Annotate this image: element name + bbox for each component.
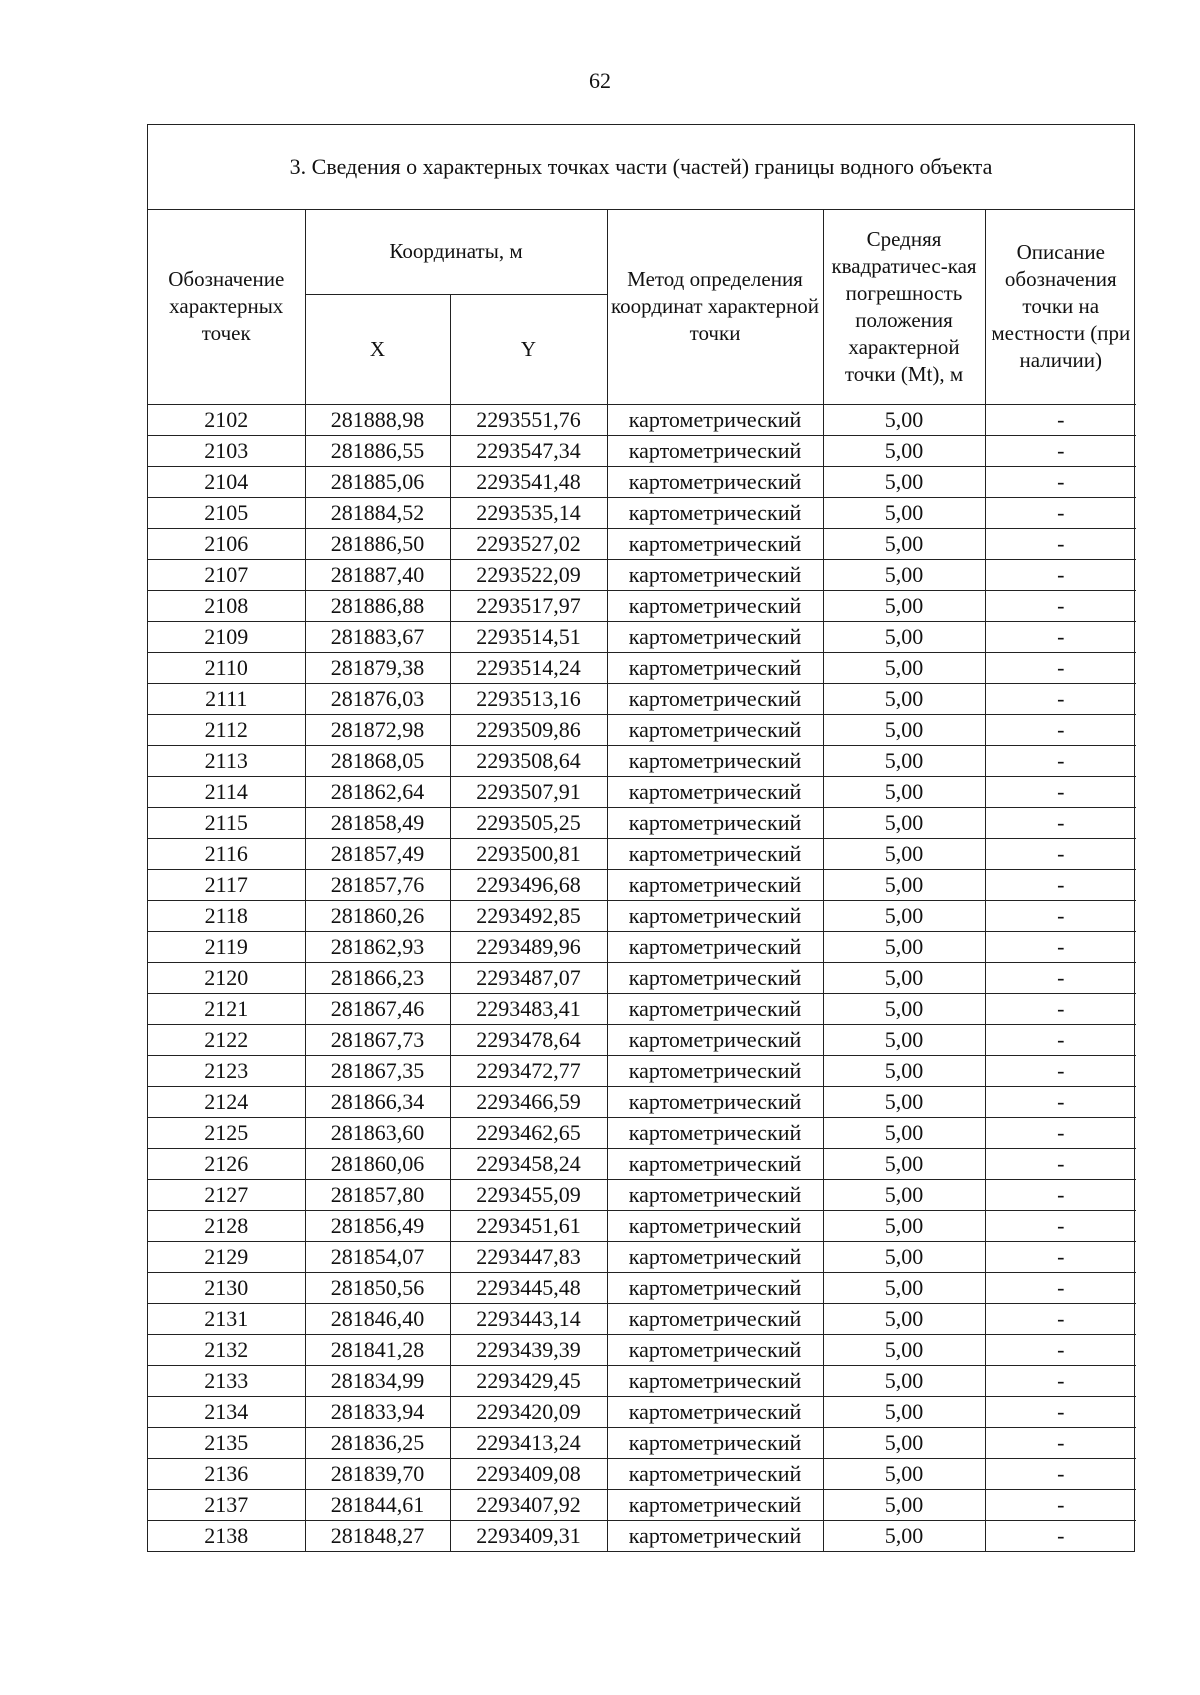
cell-error: 5,00 bbox=[823, 1086, 985, 1117]
cell-method: картометрический bbox=[607, 900, 823, 931]
table-row bbox=[148, 993, 1136, 1024]
table-row bbox=[148, 621, 1136, 652]
cell-method: картометрический bbox=[607, 466, 823, 497]
table-row bbox=[148, 807, 1136, 838]
cell-x: 281857,76 bbox=[305, 869, 450, 900]
cell-description: - bbox=[985, 838, 1136, 869]
cell-error: 5,00 bbox=[823, 435, 985, 466]
cell-point: 2126 bbox=[148, 1148, 305, 1179]
cell-y: 2293447,83 bbox=[450, 1241, 607, 1272]
cell-y: 2293462,65 bbox=[450, 1117, 607, 1148]
header-y: Y bbox=[450, 294, 607, 404]
cell-method: картометрический bbox=[607, 714, 823, 745]
table-row bbox=[148, 745, 1136, 776]
cell-error: 5,00 bbox=[823, 993, 985, 1024]
cell-x: 281860,26 bbox=[305, 900, 450, 931]
cell-method: картометрический bbox=[607, 869, 823, 900]
cell-error: 5,00 bbox=[823, 931, 985, 962]
cell-x: 281834,99 bbox=[305, 1365, 450, 1396]
cell-error: 5,00 bbox=[823, 1148, 985, 1179]
cell-y: 2293505,25 bbox=[450, 807, 607, 838]
cell-error: 5,00 bbox=[823, 838, 985, 869]
cell-method: картометрический bbox=[607, 838, 823, 869]
cell-y: 2293496,68 bbox=[450, 869, 607, 900]
cell-method: картометрический bbox=[607, 497, 823, 528]
cell-error: 5,00 bbox=[823, 807, 985, 838]
cell-error: 5,00 bbox=[823, 590, 985, 621]
cell-method: картометрический bbox=[607, 1024, 823, 1055]
cell-error: 5,00 bbox=[823, 528, 985, 559]
cell-y: 2293429,45 bbox=[450, 1365, 607, 1396]
cell-x: 281867,35 bbox=[305, 1055, 450, 1086]
cell-description: - bbox=[985, 1396, 1136, 1427]
cell-error: 5,00 bbox=[823, 1520, 985, 1551]
cell-point: 2136 bbox=[148, 1458, 305, 1489]
cell-description: - bbox=[985, 745, 1136, 776]
cell-method: картометрический bbox=[607, 1272, 823, 1303]
boundary-points-section bbox=[147, 124, 1135, 1552]
cell-description: - bbox=[985, 1148, 1136, 1179]
cell-point: 2108 bbox=[148, 590, 305, 621]
cell-error: 5,00 bbox=[823, 1272, 985, 1303]
cell-y: 2293541,48 bbox=[450, 466, 607, 497]
cell-method: картометрический bbox=[607, 1117, 823, 1148]
cell-y: 2293517,97 bbox=[450, 590, 607, 621]
cell-x: 281868,05 bbox=[305, 745, 450, 776]
cell-point: 2114 bbox=[148, 776, 305, 807]
cell-y: 2293551,76 bbox=[450, 404, 607, 435]
table-row bbox=[148, 962, 1136, 993]
table-row bbox=[148, 931, 1136, 962]
table-row bbox=[148, 838, 1136, 869]
cell-description: - bbox=[985, 1303, 1136, 1334]
cell-error: 5,00 bbox=[823, 1117, 985, 1148]
cell-method: картометрический bbox=[607, 528, 823, 559]
cell-y: 2293409,08 bbox=[450, 1458, 607, 1489]
cell-method: картометрический bbox=[607, 1148, 823, 1179]
cell-y: 2293478,64 bbox=[450, 1024, 607, 1055]
cell-description: - bbox=[985, 1179, 1136, 1210]
cell-error: 5,00 bbox=[823, 683, 985, 714]
cell-point: 2119 bbox=[148, 931, 305, 962]
cell-point: 2115 bbox=[148, 807, 305, 838]
cell-point: 2106 bbox=[148, 528, 305, 559]
cell-point: 2133 bbox=[148, 1365, 305, 1396]
cell-point: 2137 bbox=[148, 1489, 305, 1520]
cell-method: картометрический bbox=[607, 1396, 823, 1427]
cell-method: картометрический bbox=[607, 404, 823, 435]
header-point: Обозначение характерных точек bbox=[148, 210, 305, 404]
cell-error: 5,00 bbox=[823, 1241, 985, 1272]
cell-point: 2121 bbox=[148, 993, 305, 1024]
cell-error: 5,00 bbox=[823, 1489, 985, 1520]
cell-description: - bbox=[985, 1086, 1136, 1117]
cell-description: - bbox=[985, 993, 1136, 1024]
cell-error: 5,00 bbox=[823, 745, 985, 776]
cell-y: 2293509,86 bbox=[450, 714, 607, 745]
header-error: Средняя квадратичес-кая погрешность положения характерной точки (Mt), м bbox=[823, 210, 985, 404]
cell-description: - bbox=[985, 404, 1136, 435]
cell-point: 2123 bbox=[148, 1055, 305, 1086]
cell-point: 2138 bbox=[148, 1520, 305, 1551]
cell-x: 281886,50 bbox=[305, 528, 450, 559]
cell-x: 281844,61 bbox=[305, 1489, 450, 1520]
cell-point: 2113 bbox=[148, 745, 305, 776]
table-row bbox=[148, 1489, 1136, 1520]
cell-error: 5,00 bbox=[823, 1303, 985, 1334]
cell-x: 281848,27 bbox=[305, 1520, 450, 1551]
table-row bbox=[148, 590, 1136, 621]
cell-point: 2135 bbox=[148, 1427, 305, 1458]
header-coordinates: Координаты, м bbox=[305, 210, 607, 294]
cell-description: - bbox=[985, 435, 1136, 466]
cell-error: 5,00 bbox=[823, 962, 985, 993]
cell-y: 2293413,24 bbox=[450, 1427, 607, 1458]
cell-y: 2293489,96 bbox=[450, 931, 607, 962]
cell-method: картометрический bbox=[607, 993, 823, 1024]
cell-point: 2124 bbox=[148, 1086, 305, 1117]
cell-description: - bbox=[985, 1489, 1136, 1520]
cell-point: 2128 bbox=[148, 1210, 305, 1241]
cell-x: 281867,73 bbox=[305, 1024, 450, 1055]
cell-error: 5,00 bbox=[823, 776, 985, 807]
table-row bbox=[148, 1148, 1136, 1179]
cell-error: 5,00 bbox=[823, 869, 985, 900]
cell-error: 5,00 bbox=[823, 1179, 985, 1210]
cell-method: картометрический bbox=[607, 435, 823, 466]
table-row bbox=[148, 776, 1136, 807]
cell-description: - bbox=[985, 807, 1136, 838]
cell-method: картометрический bbox=[607, 559, 823, 590]
cell-x: 281858,49 bbox=[305, 807, 450, 838]
cell-description: - bbox=[985, 497, 1136, 528]
cell-error: 5,00 bbox=[823, 1024, 985, 1055]
boundary-points-table bbox=[148, 210, 1136, 1551]
cell-x: 281886,55 bbox=[305, 435, 450, 466]
cell-y: 2293466,59 bbox=[450, 1086, 607, 1117]
cell-y: 2293507,91 bbox=[450, 776, 607, 807]
cell-method: картометрический bbox=[607, 1365, 823, 1396]
cell-description: - bbox=[985, 652, 1136, 683]
cell-description: - bbox=[985, 559, 1136, 590]
table-row bbox=[148, 1396, 1136, 1427]
cell-error: 5,00 bbox=[823, 1427, 985, 1458]
cell-error: 5,00 bbox=[823, 621, 985, 652]
cell-x: 281867,46 bbox=[305, 993, 450, 1024]
table-row bbox=[148, 1303, 1136, 1334]
section-title: 3. Сведения о характерных точках части (частей) границы водного объекта bbox=[148, 125, 1134, 210]
cell-error: 5,00 bbox=[823, 714, 985, 745]
cell-method: картометрический bbox=[607, 683, 823, 714]
cell-error: 5,00 bbox=[823, 1334, 985, 1365]
cell-method: картометрический bbox=[607, 1489, 823, 1520]
cell-x: 281876,03 bbox=[305, 683, 450, 714]
cell-method: картометрический bbox=[607, 1210, 823, 1241]
cell-description: - bbox=[985, 528, 1136, 559]
cell-point: 2122 bbox=[148, 1024, 305, 1055]
table-row bbox=[148, 1024, 1136, 1055]
cell-point: 2102 bbox=[148, 404, 305, 435]
cell-error: 5,00 bbox=[823, 559, 985, 590]
cell-method: картометрический bbox=[607, 1241, 823, 1272]
cell-description: - bbox=[985, 1427, 1136, 1458]
cell-method: картометрический bbox=[607, 1334, 823, 1365]
cell-x: 281839,70 bbox=[305, 1458, 450, 1489]
cell-method: картометрический bbox=[607, 652, 823, 683]
cell-x: 281886,88 bbox=[305, 590, 450, 621]
cell-x: 281833,94 bbox=[305, 1396, 450, 1427]
cell-point: 2109 bbox=[148, 621, 305, 652]
table-row bbox=[148, 869, 1136, 900]
cell-method: картометрический bbox=[607, 745, 823, 776]
page-number: 62 bbox=[589, 68, 611, 93]
table-row bbox=[148, 559, 1136, 590]
cell-x: 281862,64 bbox=[305, 776, 450, 807]
cell-y: 2293420,09 bbox=[450, 1396, 607, 1427]
cell-error: 5,00 bbox=[823, 1396, 985, 1427]
cell-method: картометрический bbox=[607, 776, 823, 807]
cell-y: 2293445,48 bbox=[450, 1272, 607, 1303]
table-row bbox=[148, 1117, 1136, 1148]
cell-y: 2293500,81 bbox=[450, 838, 607, 869]
cell-x: 281863,60 bbox=[305, 1117, 450, 1148]
cell-x: 281856,49 bbox=[305, 1210, 450, 1241]
table-row bbox=[148, 528, 1136, 559]
table-row bbox=[148, 404, 1136, 435]
cell-x: 281887,40 bbox=[305, 559, 450, 590]
cell-point: 2103 bbox=[148, 435, 305, 466]
cell-y: 2293508,64 bbox=[450, 745, 607, 776]
cell-description: - bbox=[985, 1055, 1136, 1086]
cell-x: 281836,25 bbox=[305, 1427, 450, 1458]
table-row bbox=[148, 497, 1136, 528]
cell-y: 2293407,92 bbox=[450, 1489, 607, 1520]
cell-point: 2130 bbox=[148, 1272, 305, 1303]
cell-error: 5,00 bbox=[823, 1210, 985, 1241]
table-row bbox=[148, 1365, 1136, 1396]
cell-description: - bbox=[985, 1520, 1136, 1551]
cell-point: 2132 bbox=[148, 1334, 305, 1365]
cell-x: 281841,28 bbox=[305, 1334, 450, 1365]
cell-x: 281854,07 bbox=[305, 1241, 450, 1272]
cell-point: 2112 bbox=[148, 714, 305, 745]
cell-point: 2117 bbox=[148, 869, 305, 900]
cell-x: 281884,52 bbox=[305, 497, 450, 528]
cell-method: картометрический bbox=[607, 1458, 823, 1489]
cell-x: 281885,06 bbox=[305, 466, 450, 497]
table-row bbox=[148, 683, 1136, 714]
cell-description: - bbox=[985, 1458, 1136, 1489]
table-row bbox=[148, 1086, 1136, 1117]
table-row bbox=[148, 1179, 1136, 1210]
table-row bbox=[148, 1520, 1136, 1551]
table-row bbox=[148, 714, 1136, 745]
cell-method: картометрический bbox=[607, 590, 823, 621]
cell-point: 2107 bbox=[148, 559, 305, 590]
cell-y: 2293527,02 bbox=[450, 528, 607, 559]
cell-description: - bbox=[985, 1241, 1136, 1272]
cell-description: - bbox=[985, 1210, 1136, 1241]
cell-point: 2118 bbox=[148, 900, 305, 931]
cell-point: 2110 bbox=[148, 652, 305, 683]
cell-x: 281857,80 bbox=[305, 1179, 450, 1210]
cell-description: - bbox=[985, 621, 1136, 652]
cell-x: 281872,98 bbox=[305, 714, 450, 745]
table-body bbox=[148, 404, 1136, 1551]
cell-x: 281850,56 bbox=[305, 1272, 450, 1303]
cell-y: 2293514,24 bbox=[450, 652, 607, 683]
cell-y: 2293487,07 bbox=[450, 962, 607, 993]
table-row bbox=[148, 435, 1136, 466]
cell-description: - bbox=[985, 683, 1136, 714]
header-description: Описание обозначения точки на местности (при наличии) bbox=[985, 210, 1136, 404]
cell-description: - bbox=[985, 962, 1136, 993]
table-row bbox=[148, 1272, 1136, 1303]
cell-y: 2293547,34 bbox=[450, 435, 607, 466]
cell-method: картометрический bbox=[607, 1179, 823, 1210]
cell-x: 281879,38 bbox=[305, 652, 450, 683]
cell-method: картометрический bbox=[607, 621, 823, 652]
header-method: Метод определения координат характерной точки bbox=[607, 210, 823, 404]
cell-method: картометрический bbox=[607, 962, 823, 993]
cell-method: картометрический bbox=[607, 807, 823, 838]
table-header bbox=[148, 210, 1136, 404]
table-row bbox=[148, 1210, 1136, 1241]
cell-error: 5,00 bbox=[823, 497, 985, 528]
cell-point: 2131 bbox=[148, 1303, 305, 1334]
cell-method: картометрический bbox=[607, 931, 823, 962]
cell-error: 5,00 bbox=[823, 900, 985, 931]
table-row bbox=[148, 652, 1136, 683]
cell-y: 2293455,09 bbox=[450, 1179, 607, 1210]
cell-point: 2111 bbox=[148, 683, 305, 714]
cell-method: картометрический bbox=[607, 1055, 823, 1086]
table-row bbox=[148, 1334, 1136, 1365]
cell-point: 2116 bbox=[148, 838, 305, 869]
cell-description: - bbox=[985, 1365, 1136, 1396]
cell-point: 2127 bbox=[148, 1179, 305, 1210]
cell-y: 2293522,09 bbox=[450, 559, 607, 590]
cell-y: 2293458,24 bbox=[450, 1148, 607, 1179]
header-x: X bbox=[305, 294, 450, 404]
cell-error: 5,00 bbox=[823, 1055, 985, 1086]
table-row bbox=[148, 900, 1136, 931]
cell-y: 2293409,31 bbox=[450, 1520, 607, 1551]
cell-point: 2105 bbox=[148, 497, 305, 528]
cell-x: 281866,34 bbox=[305, 1086, 450, 1117]
cell-description: - bbox=[985, 900, 1136, 931]
table-row bbox=[148, 1055, 1136, 1086]
cell-y: 2293514,51 bbox=[450, 621, 607, 652]
cell-x: 281860,06 bbox=[305, 1148, 450, 1179]
cell-y: 2293439,39 bbox=[450, 1334, 607, 1365]
cell-method: картометрический bbox=[607, 1086, 823, 1117]
cell-method: картометрический bbox=[607, 1303, 823, 1334]
cell-method: картометрический bbox=[607, 1520, 823, 1551]
cell-y: 2293443,14 bbox=[450, 1303, 607, 1334]
cell-description: - bbox=[985, 1024, 1136, 1055]
cell-error: 5,00 bbox=[823, 1365, 985, 1396]
cell-description: - bbox=[985, 1117, 1136, 1148]
cell-x: 281866,23 bbox=[305, 962, 450, 993]
cell-point: 2129 bbox=[148, 1241, 305, 1272]
cell-point: 2134 bbox=[148, 1396, 305, 1427]
cell-error: 5,00 bbox=[823, 466, 985, 497]
cell-y: 2293451,61 bbox=[450, 1210, 607, 1241]
cell-method: картометрический bbox=[607, 1427, 823, 1458]
cell-point: 2125 bbox=[148, 1117, 305, 1148]
cell-x: 281883,67 bbox=[305, 621, 450, 652]
cell-error: 5,00 bbox=[823, 1458, 985, 1489]
cell-y: 2293535,14 bbox=[450, 497, 607, 528]
cell-description: - bbox=[985, 776, 1136, 807]
cell-description: - bbox=[985, 869, 1136, 900]
cell-y: 2293513,16 bbox=[450, 683, 607, 714]
cell-point: 2120 bbox=[148, 962, 305, 993]
cell-y: 2293472,77 bbox=[450, 1055, 607, 1086]
cell-x: 281857,49 bbox=[305, 838, 450, 869]
cell-y: 2293492,85 bbox=[450, 900, 607, 931]
cell-point: 2104 bbox=[148, 466, 305, 497]
cell-description: - bbox=[985, 466, 1136, 497]
cell-error: 5,00 bbox=[823, 404, 985, 435]
cell-description: - bbox=[985, 590, 1136, 621]
table-row bbox=[148, 1241, 1136, 1272]
cell-description: - bbox=[985, 1334, 1136, 1365]
cell-x: 281846,40 bbox=[305, 1303, 450, 1334]
cell-description: - bbox=[985, 1272, 1136, 1303]
cell-x: 281862,93 bbox=[305, 931, 450, 962]
cell-y: 2293483,41 bbox=[450, 993, 607, 1024]
cell-description: - bbox=[985, 931, 1136, 962]
table-row bbox=[148, 1427, 1136, 1458]
table-row bbox=[148, 1458, 1136, 1489]
cell-x: 281888,98 bbox=[305, 404, 450, 435]
table-row bbox=[148, 466, 1136, 497]
cell-description: - bbox=[985, 714, 1136, 745]
cell-error: 5,00 bbox=[823, 652, 985, 683]
